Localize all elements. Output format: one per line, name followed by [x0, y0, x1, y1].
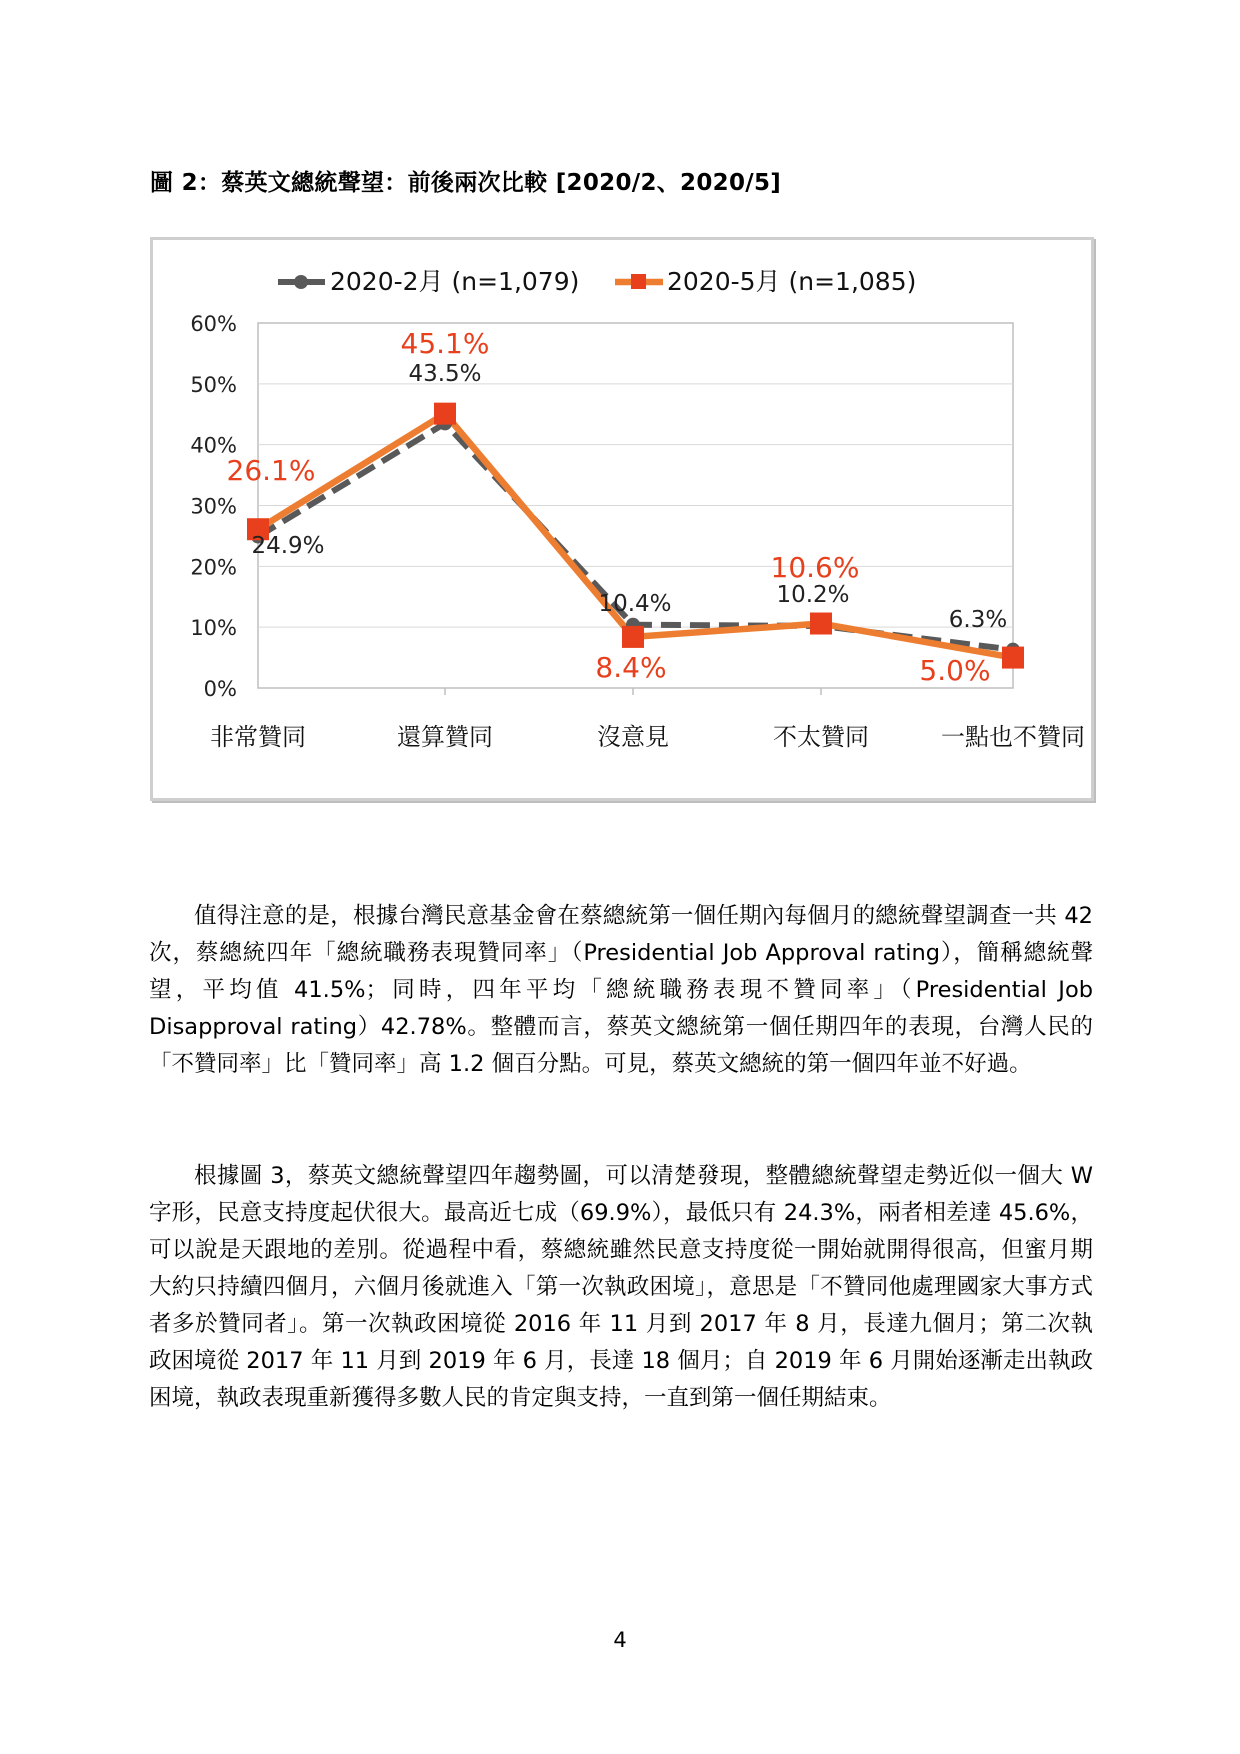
legend-marker-2020-feb: [294, 275, 308, 289]
page-number: 4: [613, 1628, 627, 1652]
data-label-2020-may: 5.0%: [919, 654, 991, 687]
chart-frame: [150, 237, 1094, 801]
data-label-2020-feb: 6.3%: [948, 607, 1008, 633]
legend-label-2020-feb: 2020-2月 (n=1,079): [330, 267, 580, 296]
series-point-2020-may: [1002, 647, 1024, 669]
series-point-2020-may: [434, 403, 456, 425]
data-label-2020-may: 10.6%: [770, 551, 860, 584]
x-tick-label: 一點也不贊同: [941, 723, 1085, 751]
legend-label-2020-may: 2020-5月 (n=1,085): [667, 267, 917, 296]
y-tick-label: 20%: [190, 555, 237, 580]
y-tick-label: 30%: [190, 494, 237, 519]
x-tick-label: 還算贊同: [397, 723, 493, 751]
series-point-2020-may: [810, 613, 832, 635]
y-tick-label: 40%: [190, 433, 237, 458]
data-label-2020-may: 45.1%: [400, 327, 490, 360]
y-tick-label: 10%: [190, 616, 237, 641]
y-tick-label: 60%: [190, 312, 237, 336]
x-tick-label: 非常贊同: [210, 723, 306, 751]
line-chart: [153, 240, 1091, 798]
x-tick-label: 沒意見: [597, 723, 669, 751]
data-label-2020-feb: 10.4%: [598, 591, 672, 617]
data-label-2020-feb: 24.9%: [251, 533, 325, 559]
paragraph-approval-summary: 值得注意的是，根據台灣民意基金會在蔡總統第一個任期內每個月的總統聲望調查一共 42 次，蔡總統四年「總統職務表現贊同率」（Presidential Job Approval rating），簡稱總統聲望，平均值 41.5%；同時，四年平均「總統職務表現不贊同率」（Presidential Job Disapproval rating）42.78%。整體而言，蔡英文總統第一個任期四年的表現，台灣人民的「不贊同率」比「贊同率」高 1.2 個百分點。可見，蔡英文總統的第一個四年並不好過。: [149, 903, 1093, 1077]
y-tick-label: 50%: [190, 372, 237, 397]
data-label-2020-feb: 43.5%: [408, 361, 482, 387]
paragraph-trend-analysis: 根據圖 3，蔡英文總統聲望四年趨勢圖，可以清楚發現，整體總統聲望走勢近似一個大 W 字形，民意支持度起伏很大。最高近七成（69.9%），最低只有 24.3%，兩者相差達 45.6%，可以說是天跟地的差別。從過程中看，蔡總統雖然民意支持度從一開始就開得很高，但蜜月期大約只持續四個月，六個月後就進入「第一次執政困境」，意思是「不贊同他處理國家大事方式者多於贊同者」。第一次執政困境從 2016 年 11 月到 2017 年 8 月，長達九個月；第二次執政困境從 2017 年 11 月到 2019 年 6 月，長達 18 個月；自 2019 年 6 月開始逐漸走出執政困境，執政表現重新獲得多數人民的肯定與支持，一直到第一個任期結束。: [149, 1163, 1093, 1411]
legend-marker-2020-may: [631, 274, 646, 289]
series-point-2020-may: [622, 626, 644, 648]
data-label-2020-may: 26.1%: [226, 454, 316, 487]
figure-title: 圖 2：蔡英文總統聲望：前後兩次比較 [2020/2、2020/5]: [150, 170, 782, 196]
y-tick-label: 0%: [203, 677, 237, 701]
data-label-2020-feb: 10.2%: [776, 582, 850, 608]
x-tick-label: 不太贊同: [773, 723, 869, 751]
data-label-2020-may: 8.4%: [595, 651, 667, 684]
